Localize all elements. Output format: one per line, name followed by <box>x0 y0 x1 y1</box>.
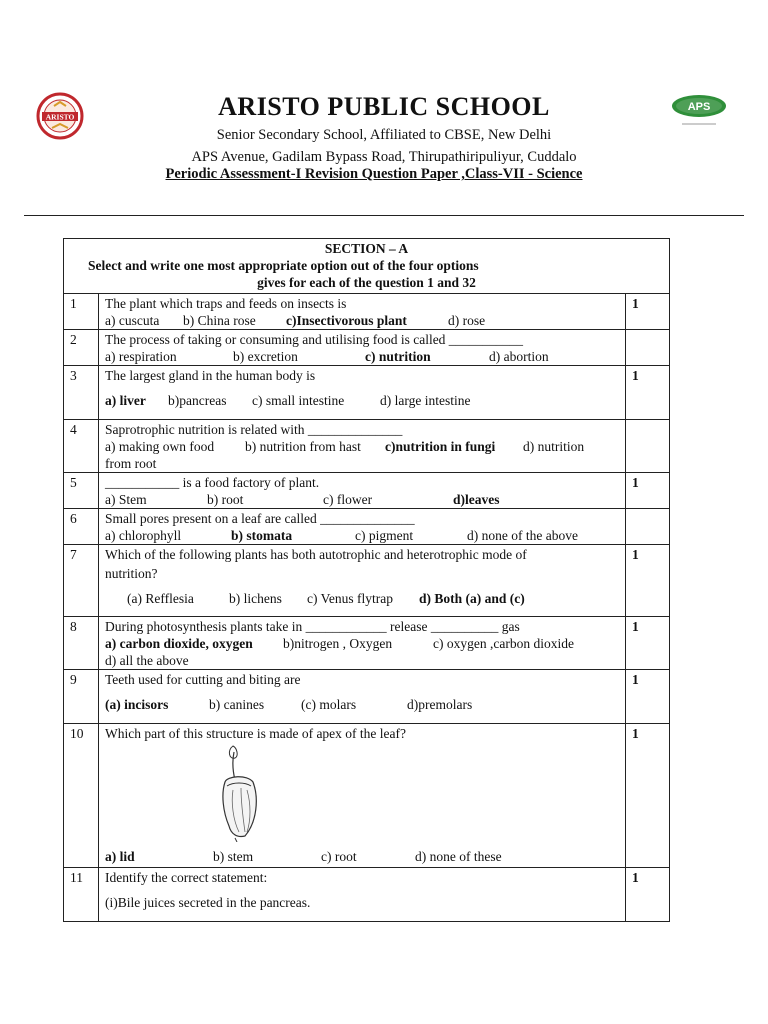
option-c-answer: c)nutrition in fungi <box>385 439 496 454</box>
table-row <box>64 868 670 922</box>
option-c: c) pigment <box>355 528 414 543</box>
school-name: ARISTO PUBLIC SCHOOL <box>218 92 550 121</box>
option-d: d) rose <box>448 313 486 328</box>
question-cell <box>99 545 626 617</box>
question-text: The plant which traps and feeds on insects is <box>105 296 347 311</box>
option-d: d) all the above <box>105 653 189 668</box>
option-b-answer: b) stomata <box>231 528 293 543</box>
option-a: (a) Refflesia <box>127 591 194 606</box>
question-number: 7 <box>64 545 99 617</box>
question-cell <box>99 724 626 868</box>
question-number: 2 <box>64 330 99 366</box>
address-line: APS Avenue, Gadilam Bypass Road, Thirupathiripuliyur, Cuddalo <box>191 149 577 165</box>
option-b: b) root <box>207 492 244 507</box>
option-a: a) making own food <box>105 439 215 454</box>
option-a: a) chlorophyll <box>105 528 182 543</box>
option-a-answer: (a) incisors <box>105 697 169 712</box>
question-cell <box>99 670 626 724</box>
question-cell <box>99 868 626 922</box>
options-line <box>105 696 619 713</box>
option-a: a) respiration <box>105 349 177 364</box>
option-b: b)pancreas <box>168 393 227 408</box>
question-text: The largest gland in the human body is <box>105 368 316 383</box>
question-text-cont: nutrition? <box>105 566 158 581</box>
option-b: b) nutrition from hast <box>245 439 361 454</box>
option-d: d) large intestine <box>380 393 471 408</box>
options-line <box>105 312 619 329</box>
options-line <box>105 348 619 365</box>
table-row <box>64 724 670 868</box>
option-d: d)premolars <box>407 697 473 712</box>
table-row <box>64 294 670 330</box>
option-d-answer: d) Both (a) and (c) <box>419 591 525 606</box>
option-d-answer: d)leaves <box>453 492 500 507</box>
question-cell <box>99 473 626 509</box>
question-mark: 1 <box>626 545 670 617</box>
question-number: 6 <box>64 509 99 545</box>
question-number: 4 <box>64 420 99 473</box>
question-mark: 1 <box>626 868 670 922</box>
question-text: Saprotrophic nutrition is related with ______________ <box>105 422 403 437</box>
question-cell <box>99 366 626 420</box>
question-text: During photosynthesis plants take in ____________ release __________ gas <box>105 619 520 634</box>
option-d: d) none of these <box>415 849 502 864</box>
section-header <box>64 239 670 294</box>
options-line <box>105 438 619 455</box>
option-d: d) abortion <box>489 349 549 364</box>
option-b: b) China rose <box>183 313 256 328</box>
options-line <box>105 392 619 409</box>
option-a: a) Stem <box>105 492 147 507</box>
question-number: 8 <box>64 617 99 670</box>
option-a-answer: a) liver <box>105 393 146 408</box>
table-row <box>64 545 670 617</box>
question-cell <box>99 330 626 366</box>
affiliation-line: Senior Secondary School, Affiliated to CBSE, New Delhi <box>216 127 552 143</box>
option-b: b) canines <box>209 697 265 712</box>
option-c: c) root <box>321 849 357 864</box>
question-mark <box>626 330 670 366</box>
question-mark <box>626 509 670 545</box>
paper-title: Periodic Assessment-I Revision Question Paper ,Class-VII - Science <box>165 166 583 182</box>
question-text: Which of the following plants has both autotrophic and heterotrophic mode of <box>105 547 527 562</box>
question-number: 1 <box>64 294 99 330</box>
page-header <box>0 0 768 215</box>
figure-area <box>105 742 619 848</box>
question-mark: 1 <box>626 670 670 724</box>
options-line <box>105 635 619 652</box>
statement-line: (i)Bile juices secreted in the pancreas. <box>105 895 311 910</box>
option-b: b) stem <box>213 849 254 864</box>
question-mark: 1 <box>626 294 670 330</box>
table-row <box>64 420 670 473</box>
logo-left-text: ARISTO <box>45 112 75 122</box>
question-number: 11 <box>64 868 99 922</box>
table-row <box>64 330 670 366</box>
question-cell <box>99 294 626 330</box>
table-row <box>64 509 670 545</box>
options-line <box>105 848 619 865</box>
option-a: a) cuscuta <box>105 313 160 328</box>
question-text: ___________ is a food factory of plant. <box>105 475 320 490</box>
question-number: 3 <box>64 366 99 420</box>
section-title: SECTION – A <box>324 241 409 256</box>
table-row <box>64 366 670 420</box>
question-mark: 1 <box>626 724 670 868</box>
options-line <box>105 527 619 544</box>
table-row <box>64 617 670 670</box>
option-c-answer: c) nutrition <box>365 349 431 364</box>
option-b: b)nitrogen , Oxygen <box>283 636 393 651</box>
option-c: c) oxygen ,carbon dioxide <box>433 636 574 651</box>
question-text: Which part of this structure is made of apex of the leaf? <box>105 726 407 741</box>
table-row <box>64 473 670 509</box>
option-c: c) flower <box>323 492 373 507</box>
table-row <box>64 670 670 724</box>
option-c: c) Venus flytrap <box>307 591 393 606</box>
question-text: Identify the correct statement: <box>105 870 268 885</box>
question-table <box>63 238 670 922</box>
question-text: Small pores present on a leaf are called ______________ <box>105 511 415 526</box>
option-c: c) small intestine <box>252 393 345 408</box>
pitcher-plant-icon <box>213 742 275 842</box>
header-divider <box>24 215 744 216</box>
option-b: b) excretion <box>233 349 298 364</box>
option-a-answer: a) lid <box>105 849 135 864</box>
question-number: 5 <box>64 473 99 509</box>
question-mark <box>626 420 670 473</box>
question-number: 10 <box>64 724 99 868</box>
question-mark: 1 <box>626 366 670 420</box>
question-mark: 1 <box>626 473 670 509</box>
section-instruction: Select and write one most appropriate option out of the four options <box>88 258 479 273</box>
question-text: Teeth used for cutting and biting are <box>105 672 301 687</box>
question-text: The process of taking or consuming and utilising food is called ___________ <box>105 332 524 347</box>
question-cell <box>99 617 626 670</box>
option-d: d) nutrition <box>523 439 585 454</box>
question-cell <box>99 509 626 545</box>
option-d: d) none of the above <box>467 528 578 543</box>
option-c-answer: c)Insectivorous plant <box>286 313 407 328</box>
option-a-answer: a) carbon dioxide, oxygen <box>105 636 253 651</box>
question-cell <box>99 420 626 473</box>
section-header-row <box>64 239 670 294</box>
question-mark: 1 <box>626 617 670 670</box>
option-continuation: from root <box>105 456 157 471</box>
options-line <box>105 590 619 607</box>
options-line <box>105 491 619 508</box>
option-c: (c) molars <box>301 697 357 712</box>
option-b: b) lichens <box>229 591 282 606</box>
question-number: 9 <box>64 670 99 724</box>
section-instruction-cont: gives for each of the question 1 and 32 <box>257 275 476 290</box>
logo-right-text: APS <box>687 101 711 113</box>
